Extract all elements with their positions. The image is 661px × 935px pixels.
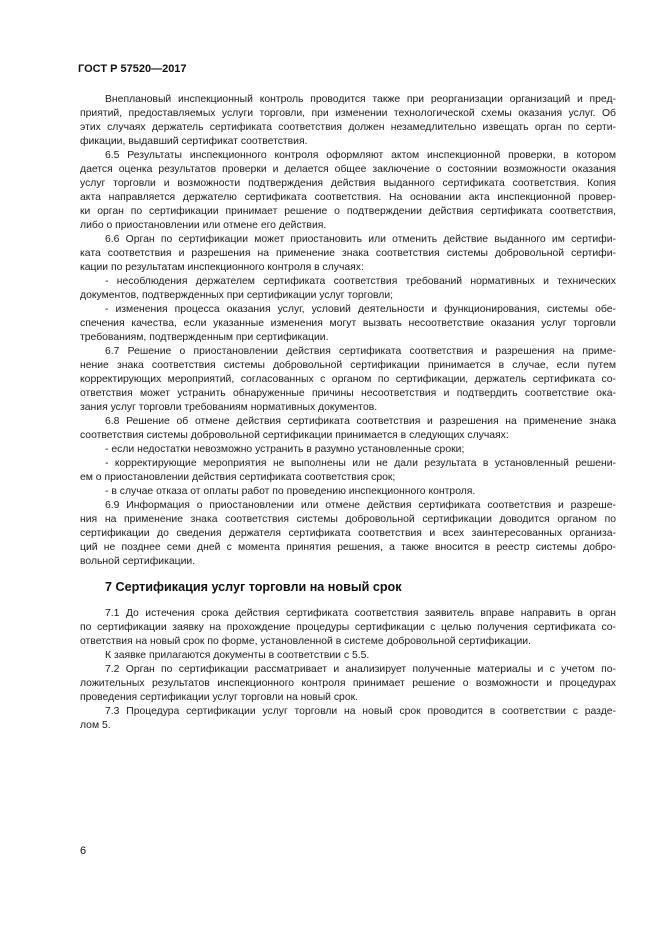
text-line: кации по результатам инспекционного контроля в случаях: bbox=[80, 262, 364, 273]
text-line: ложительных результатов инспекционного контроля принимает решение о возможности и процедурах bbox=[80, 678, 616, 689]
text-line: вольной сертификации. bbox=[80, 556, 196, 567]
text-line: Внеплановый инспекционный контроль проводится также при реорганизации организаций и пред- bbox=[105, 94, 616, 105]
text-line: нение знака соответствия системы добровольной сертификации принимается в случае, если путем bbox=[80, 360, 616, 371]
text-line: сертификации до сведения держателя сертификата соответствия и всех заинтересованных организа- bbox=[80, 528, 616, 539]
text-line: проведения сертификации услуг торговли на новый срок. bbox=[80, 692, 359, 703]
text-line: 6.8 Решение об отмене действия сертификата соответствия и разрешения на применение знака bbox=[105, 416, 616, 427]
text-line: дается оценка результатов проверки и делается общее заключение о состоянии возможности оказания bbox=[80, 164, 616, 175]
page-number: 6 bbox=[80, 845, 87, 857]
text-line: приятий, предоставляемых услуги торговли, при изменении технологической схемы оказания услуг. Об bbox=[80, 108, 616, 119]
text-line: 6.5 Результаты инспекционного контроля оформляют актом инспекционной проверки, в котором bbox=[105, 150, 616, 161]
text-line: - корректирующие мероприятия не выполнены или не дали результата в установленный решени- bbox=[105, 458, 616, 469]
text-line: спечения качества, если указанные изменения могут вызвать несоответствие оказания услуг торговли bbox=[80, 318, 616, 329]
text-line: фикации, выдавший сертификат соответствия. bbox=[80, 136, 308, 147]
text-line: корректирующих мероприятий, согласованных с органом по сертификации, держатель сертификата со- bbox=[80, 374, 616, 385]
text-line: по сертификации заявку на прохождение процедуры сертификации с целью получения сертификата со- bbox=[80, 622, 616, 633]
text-line: 7.1 До истечения срока действия сертификата соответствия заявитель вправе направить в орган bbox=[105, 608, 616, 619]
text-line: 7.2 Орган по сертификации рассматривает и анализирует полученные материалы и с учетом по- bbox=[105, 664, 616, 675]
text-line: ем о приостановлении действия сертификата соответствия срок; bbox=[80, 472, 396, 483]
text-line: либо о приостановлении или отмене его действия. bbox=[80, 220, 327, 231]
text-line: ответствия может устранить обнаруженные причины несоответствия и подтвердить соответствие ока- bbox=[80, 388, 616, 399]
text-line: 7.3 Процедура сертификации услуг торговли на новый срок проводится в соответствии с разде- bbox=[105, 706, 616, 717]
text-line: - если недостатки невозможно устранить в разумно установленные сроки; bbox=[105, 444, 465, 455]
text-line: - несоблюдения держателем сертификата соответствия требований нормативных и технических bbox=[105, 276, 616, 287]
text-line: акта направляется держателю сертификата соответствия. На основании акта инспекционной провер- bbox=[80, 192, 616, 203]
text-line: лом 5. bbox=[80, 720, 111, 731]
text-line: - в случае отказа от оплаты работ по проведению инспекционного контроля. bbox=[105, 486, 476, 497]
text-line: ответствия на новый срок по форме, установленной в системе добровольной сертификации. bbox=[80, 636, 532, 647]
text-line: ций не позднее семи дней с момента принятия решения, а также вносится в реестр системы добро- bbox=[80, 542, 616, 553]
text-line: соответствия системы добровольной сертификации принимается в следующих случаях: bbox=[80, 430, 509, 441]
text-line: 6.6 Орган по сертификации может приостановить или отменить действие выданного им сертифи- bbox=[105, 234, 616, 245]
section-heading: 7 Сертификация услуг торговли на новый срок bbox=[105, 580, 402, 594]
document-header-id: ГОСТ Р 57520—2017 bbox=[78, 63, 187, 75]
text-line: - изменения процесса оказания услуг, условий деятельности и функционирования, системы обе- bbox=[105, 304, 616, 315]
text-line: этих случаях держатель сертификата соответствия должен незамедлительно извещать орган по серти- bbox=[80, 122, 616, 133]
text-line: услуг торговли и возможности подтверждения действия выданного сертификата соответствия. Копия bbox=[80, 178, 616, 189]
text-line: 6.7 Решение о приостановлении действия сертификата соответствия и разрешения на приме- bbox=[105, 346, 616, 357]
text-line: документов, подтвержденных при сертификации услуг торговли; bbox=[80, 290, 394, 301]
text-line: ката соответствия и разрешения на применение знака соответствия системы добровольной сертифи- bbox=[80, 248, 616, 259]
text-line: ния на применение знака соответствия системы добровольной сертификации доводится органом по bbox=[80, 514, 616, 525]
text-line: ки орган по сертификации принимает решение о подтверждении действия сертификата соответствия, bbox=[80, 206, 616, 217]
text-line: требованиям, подтвержденным при сертификации. bbox=[80, 332, 329, 343]
text-line: К заявке прилагаются документы в соответствии с 5.5. bbox=[105, 650, 370, 661]
text-line: 6.9 Информация о приостановлении или отмене действия сертификата соответствия и разреше- bbox=[105, 500, 616, 511]
text-line: зания услуг торговли требованиям нормативных документов. bbox=[80, 402, 378, 413]
